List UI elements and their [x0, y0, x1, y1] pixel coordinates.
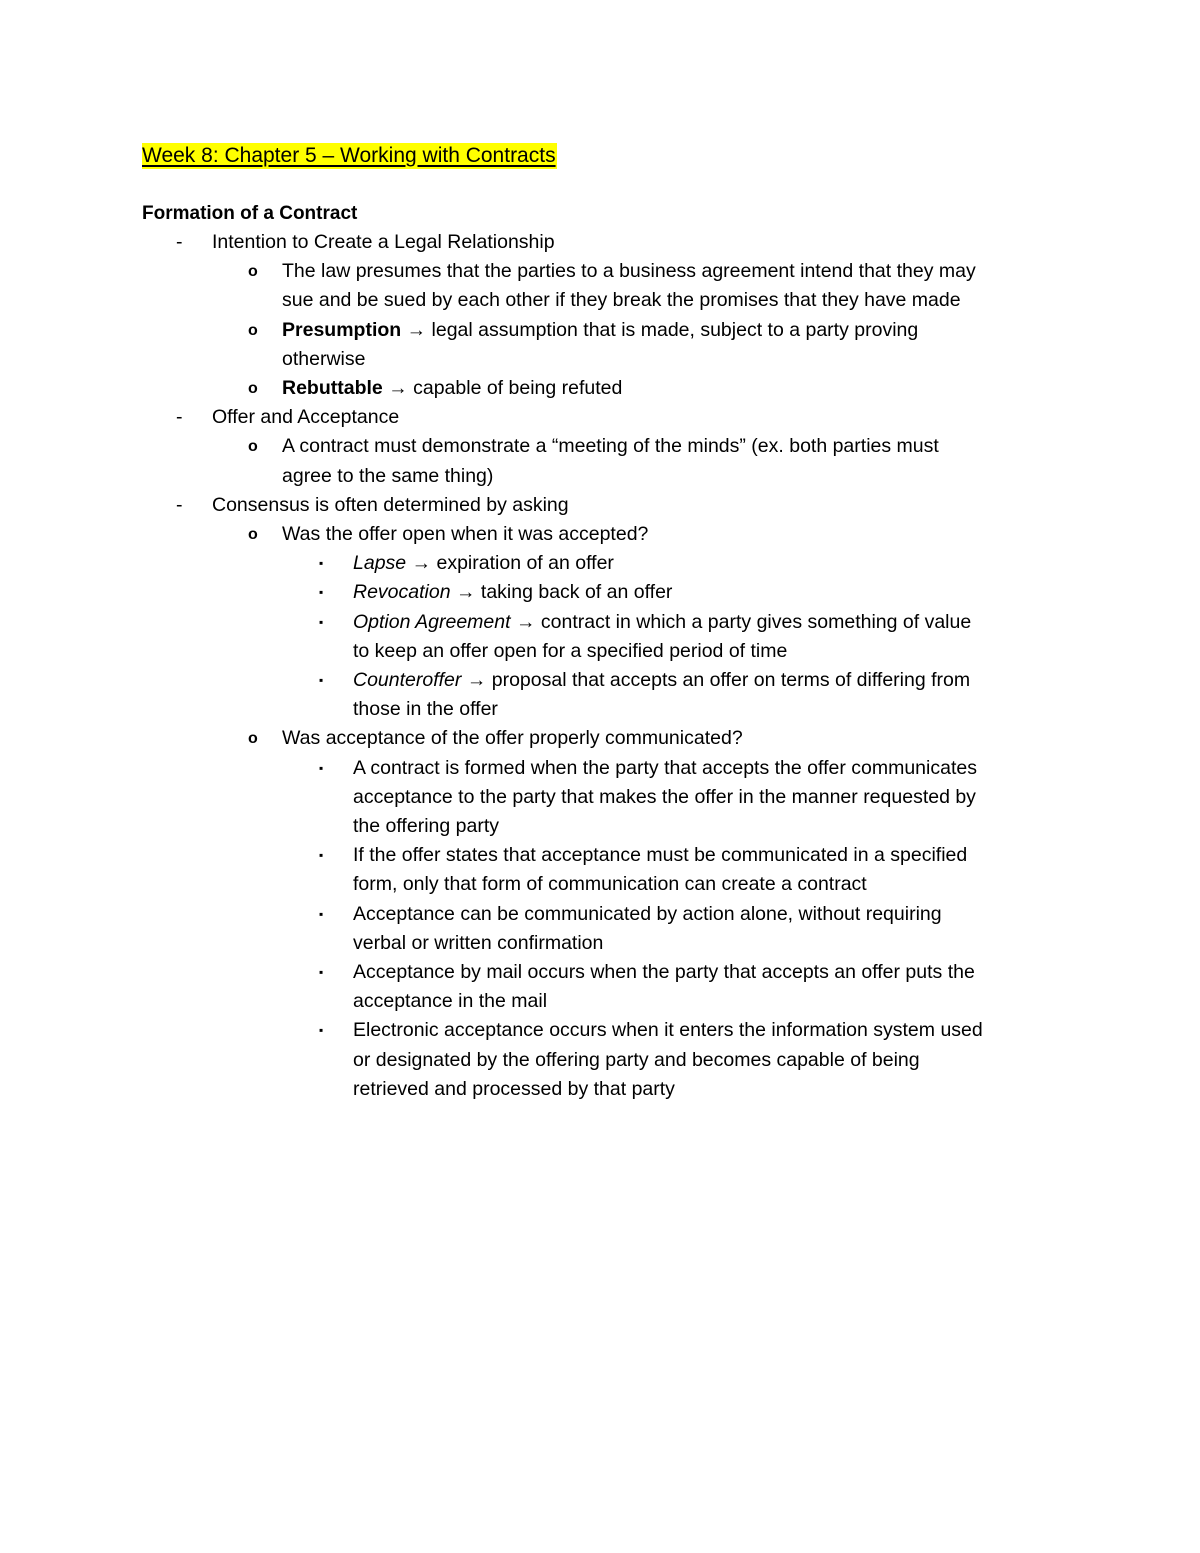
list-item-electronic — [0, 1016, 1073, 1104]
list-item-option-agreement — [0, 608, 1073, 666]
square-bullet: ▪ — [319, 1023, 324, 1038]
square-bullet: ▪ — [319, 556, 324, 571]
list-item-label: Offer and Acceptance — [212, 406, 400, 429]
square-bullet: ▪ — [319, 906, 324, 921]
list-item-text: Was the offer open when it was accepted? — [282, 523, 649, 546]
square-bullet: ▪ — [319, 965, 324, 980]
list-item-label: Consensus is often determined by asking — [212, 493, 569, 516]
list-item-presumption — [0, 316, 1072, 374]
arrow-right-icon: → — [466, 669, 487, 692]
term-rebuttable: Rebuttable — [282, 377, 383, 400]
list-item-text: Was acceptance of the offer properly communicated? — [282, 727, 743, 750]
arrow-right-icon: → — [411, 552, 432, 575]
list-item-text: A contract is formed when the party that accepts the offer communicates acceptance to the party that makes the offer in the manner requested by the offering party — [353, 756, 977, 838]
circle-bullet: o — [248, 526, 258, 544]
list-item-rebuttable — [0, 374, 1072, 403]
definition-text: proposal that accepts an offer on terms of differing from those in the offer — [353, 669, 971, 721]
circle-bullet: o — [248, 263, 258, 281]
highlighted-title-text: Week 8: Chapter 5 – Working with Contracts — [142, 144, 556, 167]
arrow-right-icon: → — [406, 318, 427, 341]
definition-text: contract in which a party gives something of value to keep an offer open for a specified period of time — [353, 610, 972, 662]
list-item-law-presumes — [0, 257, 1072, 315]
list-item-offer-open — [0, 520, 1072, 549]
list-item-contract-formed — [0, 754, 1073, 842]
list-item-intention — [0, 228, 1062, 257]
list-item-action-alone — [0, 900, 1073, 958]
page-title — [142, 141, 557, 171]
list-item-counteroffer — [0, 666, 1073, 724]
definition-text: legal assumption that is made, subject to a party proving otherwise — [282, 318, 919, 370]
square-bullet: ▪ — [319, 760, 324, 775]
list-item-consensus — [0, 491, 1062, 520]
square-bullet: ▪ — [319, 673, 324, 688]
list-item-text: If the offer states that acceptance must be communicated in a specified form, only that form of communication can create a contract — [353, 844, 968, 896]
definition-text: capable of being refuted — [413, 377, 623, 400]
list-item-text: Electronic acceptance occurs when it enters the information system used or designated by the offering party and becomes capable of being retrieved and processed by that party — [353, 1019, 983, 1100]
list-item-text: A contract must demonstrate a “meeting of the minds” (ex. both parties must agree to the same thing) — [282, 435, 939, 487]
term-counteroffer: Counteroffer — [353, 669, 462, 692]
dash-bullet: - — [176, 231, 183, 253]
term-presumption: Presumption — [282, 318, 402, 341]
term-lapse: Lapse — [353, 552, 407, 575]
list-item-text: The law presumes that the parties to a business agreement intend that they may sue and be sued by each other if they break the promises that they have made — [282, 260, 976, 312]
list-item-offer-acceptance — [0, 403, 1062, 432]
definition-text: taking back of an offer — [480, 581, 673, 604]
term-revocation: Revocation — [353, 581, 451, 604]
list-item-text: Acceptance by mail occurs when the party that accepts an offer puts the acceptance in the mail — [353, 961, 975, 1013]
dash-bullet: - — [176, 406, 183, 429]
outline-list — [0, 228, 1200, 1104]
list-item-label: Intention to Create a Legal Relationship — [212, 231, 555, 253]
arrow-right-icon: → — [455, 581, 476, 604]
dash-bullet: - — [176, 493, 183, 516]
list-item-specified-form — [0, 841, 1073, 899]
list-item-acceptance-communicated — [0, 724, 1072, 753]
circle-bullet: o — [248, 730, 258, 748]
list-item-by-mail — [0, 958, 1073, 1016]
circle-bullet: o — [248, 380, 258, 398]
section-heading: Formation of a Contract — [142, 203, 358, 224]
list-item-revocation — [0, 578, 1073, 607]
arrow-right-icon: → — [515, 610, 536, 633]
list-item-meeting-minds — [0, 432, 1072, 490]
definition-text: expiration of an offer — [436, 552, 614, 575]
term-option-agreement: Option Agreement — [353, 610, 511, 633]
circle-bullet: o — [248, 438, 258, 456]
list-item-lapse — [0, 549, 1073, 578]
square-bullet: ▪ — [319, 614, 324, 629]
square-bullet: ▪ — [319, 585, 324, 600]
list-item-text: Acceptance can be communicated by action alone, without requiring verbal or written confirmation — [353, 902, 942, 954]
circle-bullet: o — [248, 321, 258, 339]
square-bullet: ▪ — [319, 848, 324, 863]
arrow-right-icon: → — [388, 377, 408, 400]
